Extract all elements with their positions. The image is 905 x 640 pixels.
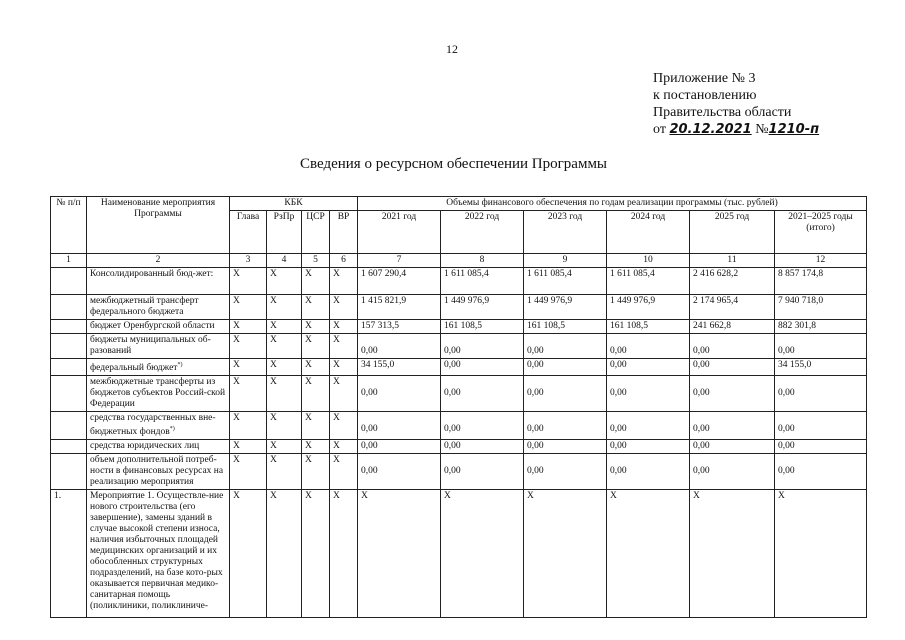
kbk-cell: Х — [302, 320, 330, 334]
value-cell — [524, 334, 607, 359]
value-cell — [775, 334, 867, 359]
kbk-cell: Х — [267, 295, 302, 320]
value-cell — [358, 268, 441, 295]
value-cell — [607, 359, 690, 376]
value-cell — [524, 320, 607, 334]
row-name — [87, 376, 230, 412]
row-name-text: межбюджетный трансферт федерального бюджета — [90, 296, 199, 317]
value-cell — [775, 454, 867, 490]
value-text: 0,00 — [610, 466, 627, 477]
row-name-text: межбюджетные трансферты из бюджетов субъектов Россий-ской Федерации — [90, 377, 226, 410]
kbk-cell: Х — [230, 376, 267, 412]
row-name — [87, 490, 230, 618]
kbk-cell: Х — [267, 412, 302, 440]
number-sign: № — [751, 122, 769, 137]
row-name — [87, 268, 230, 295]
value-cell — [607, 440, 690, 454]
row-name-text: средства государственных вне-бюджетных фондов — [90, 413, 216, 438]
value-cell — [358, 359, 441, 376]
value-text: Х — [527, 491, 534, 502]
value-text: 161 108,5 — [527, 321, 565, 331]
value-cell — [607, 334, 690, 359]
header-year: 2021 год — [358, 211, 441, 254]
kbk-cell: Х — [267, 320, 302, 334]
row-name-text: Консолидированный бюд-жет: — [90, 269, 214, 279]
column-number: 6 — [330, 254, 358, 268]
value-cell — [358, 412, 441, 440]
value-text: 0,00 — [778, 388, 795, 399]
value-text: 1 449 976,9 — [527, 296, 573, 306]
appendix-line-3: Правительства области — [653, 105, 792, 120]
row-number — [51, 440, 87, 454]
table-row — [51, 359, 867, 376]
value-cell — [524, 359, 607, 376]
table-row — [51, 376, 867, 412]
value-text: 0,00 — [361, 346, 378, 356]
kbk-cell: Х — [330, 320, 358, 334]
row-name-text: федеральный бюджет — [90, 363, 178, 374]
value-text: 0,00 — [361, 466, 378, 477]
value-text: 1 415 821,9 — [361, 296, 407, 306]
value-text: 0,00 — [610, 360, 627, 370]
value-text: 161 108,5 — [444, 321, 482, 331]
header-year: 2023 год — [524, 211, 607, 254]
value-text: 1 449 976,9 — [444, 296, 490, 306]
value-cell — [690, 376, 775, 412]
value-cell — [690, 490, 775, 618]
value-text: 0,00 — [444, 346, 461, 356]
value-cell — [358, 490, 441, 618]
value-text: 2 416 628,2 — [693, 269, 739, 279]
value-text: 0,00 — [444, 360, 461, 370]
column-number: 3 — [230, 254, 267, 268]
value-text: 0,00 — [693, 346, 710, 356]
value-cell — [775, 412, 867, 440]
kbk-cell: Х — [330, 334, 358, 359]
column-number: 5 — [302, 254, 330, 268]
value-cell — [441, 376, 524, 412]
value-text: 0,00 — [444, 466, 461, 477]
header-volumes: Объемы финансового обеспечения по годам реализации программы (тыс. рублей) — [358, 197, 867, 211]
kbk-cell: Х — [267, 268, 302, 295]
value-text: 241 662,8 — [693, 321, 731, 331]
kbk-cell: Х — [230, 454, 267, 490]
value-cell — [441, 412, 524, 440]
value-text: 0,00 — [610, 346, 627, 356]
row-name-text: средства юридических лиц — [90, 441, 200, 452]
kbk-cell: Х — [267, 490, 302, 618]
value-text: 0,00 — [778, 466, 795, 477]
value-cell — [690, 440, 775, 454]
value-cell — [775, 295, 867, 320]
value-text: 0,00 — [444, 424, 461, 435]
value-cell — [775, 359, 867, 376]
value-text: 0,00 — [527, 388, 544, 399]
table-row — [51, 334, 867, 359]
table-row — [51, 412, 867, 440]
value-cell — [524, 376, 607, 412]
header-row-1 — [51, 197, 867, 211]
value-cell — [524, 268, 607, 295]
kbk-cell: Х — [267, 376, 302, 412]
value-cell — [524, 440, 607, 454]
value-text: 157 313,5 — [361, 321, 399, 331]
value-cell — [358, 454, 441, 490]
value-text: Х — [361, 491, 368, 502]
value-cell — [690, 268, 775, 295]
document-title: Сведения о ресурсном обеспечении Программы — [300, 156, 608, 172]
value-text: 0,00 — [693, 388, 710, 399]
column-number: 7 — [358, 254, 441, 268]
kbk-cell: Х — [330, 412, 358, 440]
kbk-cell: Х — [230, 268, 267, 295]
row-number — [51, 268, 87, 295]
value-cell — [690, 295, 775, 320]
value-cell — [607, 376, 690, 412]
value-text: Х — [778, 491, 785, 502]
kbk-cell: Х — [302, 334, 330, 359]
value-cell — [524, 412, 607, 440]
row-name-text: Мероприятие 1. Осуществле-ние нового строительства (его завершение), замены зданий в случае высокой степени износа, наличия избыточных площадей медицинских организаций и их обособленных структурных подразделений, на базе кото-рых оказывается первичная медико-санитарная помощь (поликлиники, поликлиниче- — [90, 491, 224, 612]
kbk-cell: Х — [330, 268, 358, 295]
column-number: 2 — [87, 254, 230, 268]
kbk-cell: Х — [330, 295, 358, 320]
value-text: 0,00 — [527, 441, 544, 452]
value-text: 0,00 — [527, 424, 544, 435]
value-cell — [775, 320, 867, 334]
value-text: 0,00 — [778, 441, 795, 452]
kbk-cell: Х — [267, 359, 302, 376]
header-rzpr: РзПр — [267, 211, 302, 254]
kbk-cell: Х — [302, 359, 330, 376]
appendix-date-line — [653, 121, 819, 138]
kbk-cell: Х — [230, 440, 267, 454]
row-name-text: бюджет Оренбургской области — [90, 321, 215, 331]
row-name — [87, 359, 230, 376]
appendix-line-1: Приложение № 3 — [653, 71, 756, 86]
table-row — [51, 490, 867, 618]
column-number: 9 — [524, 254, 607, 268]
value-text: 1 449 976,9 — [610, 296, 656, 306]
table-row — [51, 268, 867, 295]
row-number — [51, 320, 87, 334]
row-name — [87, 320, 230, 334]
kbk-cell: Х — [302, 295, 330, 320]
header-year: 2025 год — [690, 211, 775, 254]
row-number: 1. — [51, 490, 87, 618]
value-text: 0,00 — [444, 441, 461, 452]
date-prefix: от — [653, 122, 670, 137]
value-cell — [441, 454, 524, 490]
value-text: Х — [693, 491, 700, 502]
value-cell — [690, 320, 775, 334]
kbk-cell: Х — [302, 268, 330, 295]
kbk-cell: Х — [267, 440, 302, 454]
value-text: Х — [444, 491, 451, 502]
value-text: 2 174 965,4 — [693, 296, 739, 306]
value-cell — [775, 440, 867, 454]
value-cell — [358, 376, 441, 412]
kbk-cell: Х — [330, 376, 358, 412]
kbk-cell: Х — [330, 359, 358, 376]
value-text: 7 940 718,0 — [778, 296, 824, 306]
value-cell — [690, 412, 775, 440]
value-text: 0,00 — [361, 424, 378, 435]
value-cell — [441, 295, 524, 320]
value-cell — [358, 334, 441, 359]
row-number — [51, 295, 87, 320]
value-text: 1 611 085,4 — [610, 269, 655, 279]
row-name — [87, 334, 230, 359]
kbk-cell: Х — [267, 454, 302, 490]
value-cell — [775, 376, 867, 412]
row-name — [87, 295, 230, 320]
kbk-cell: Х — [267, 334, 302, 359]
column-number: 4 — [267, 254, 302, 268]
table-row — [51, 320, 867, 334]
value-text: 0,00 — [693, 441, 710, 452]
resource-table — [50, 196, 867, 618]
value-text: 161 108,5 — [610, 321, 648, 331]
value-text: 0,00 — [444, 388, 461, 399]
column-number: 10 — [607, 254, 690, 268]
value-text: 34 155,0 — [361, 360, 395, 370]
value-cell — [690, 454, 775, 490]
column-number: 8 — [441, 254, 524, 268]
value-text: 0,00 — [361, 388, 378, 399]
handwritten-date: 20.12.2021 — [669, 122, 752, 137]
value-text: 0,00 — [527, 360, 544, 370]
value-text: 0,00 — [527, 466, 544, 477]
header-name: Наименование мероприятия Программы — [87, 197, 230, 254]
footnote-mark: *) — [169, 426, 175, 433]
value-cell — [358, 320, 441, 334]
value-text: 0,00 — [693, 424, 710, 435]
kbk-cell: Х — [330, 490, 358, 618]
row-name-text: бюджеты муниципальных об-разований — [90, 335, 211, 356]
kbk-cell: Х — [302, 412, 330, 440]
column-number: 1 — [51, 254, 87, 268]
value-cell — [441, 334, 524, 359]
kbk-cell: Х — [230, 334, 267, 359]
appendix-line-2: к постановлению — [653, 88, 757, 103]
column-number: 12 — [775, 254, 867, 268]
value-cell — [607, 454, 690, 490]
header-year-total: 2021–2025 годы (итого) — [775, 211, 867, 254]
value-text: 0,00 — [527, 346, 544, 356]
value-cell — [607, 268, 690, 295]
value-text: 0,00 — [610, 388, 627, 399]
page-number: 12 — [446, 42, 458, 56]
header-kbk: КБК — [230, 197, 358, 211]
value-cell — [358, 440, 441, 454]
header-vr: ВР — [330, 211, 358, 254]
value-cell — [524, 490, 607, 618]
value-text: 1 611 085,4 — [444, 269, 489, 279]
value-text: 0,00 — [778, 424, 795, 435]
kbk-cell: Х — [302, 490, 330, 618]
kbk-cell: Х — [230, 295, 267, 320]
row-number — [51, 412, 87, 440]
value-text: 0,00 — [778, 346, 795, 356]
value-text: 0,00 — [693, 360, 710, 370]
handwritten-number: 1210-п — [768, 122, 820, 137]
kbk-cell: Х — [330, 440, 358, 454]
value-cell — [441, 440, 524, 454]
row-name — [87, 454, 230, 490]
value-cell — [524, 454, 607, 490]
value-text: 8 857 174,8 — [778, 269, 824, 279]
header-num: № п/п — [51, 197, 87, 254]
value-text: 0,00 — [693, 466, 710, 477]
kbk-cell: Х — [302, 440, 330, 454]
value-text: 1 611 085,4 — [527, 269, 572, 279]
value-text: 0,00 — [610, 424, 627, 435]
value-cell — [775, 490, 867, 618]
appendix-block — [653, 70, 819, 138]
kbk-cell: Х — [230, 412, 267, 440]
value-cell — [441, 359, 524, 376]
value-cell — [358, 295, 441, 320]
value-cell — [607, 295, 690, 320]
value-cell — [441, 320, 524, 334]
value-cell — [690, 334, 775, 359]
column-number-row — [51, 254, 867, 268]
value-text: 34 155,0 — [778, 360, 812, 370]
value-cell — [607, 320, 690, 334]
row-number — [51, 359, 87, 376]
header-year: 2024 год — [607, 211, 690, 254]
value-cell — [690, 359, 775, 376]
header-csr: ЦСР — [302, 211, 330, 254]
table-row — [51, 295, 867, 320]
row-number — [51, 376, 87, 412]
value-cell — [607, 412, 690, 440]
value-text: Х — [610, 491, 617, 502]
value-text: 1 607 290,4 — [361, 269, 407, 279]
table-body — [51, 268, 867, 618]
kbk-cell: Х — [330, 454, 358, 490]
value-cell — [607, 490, 690, 618]
footnote-mark: *) — [177, 362, 183, 368]
value-cell — [441, 268, 524, 295]
value-text: 0,00 — [361, 441, 378, 452]
kbk-cell: Х — [302, 454, 330, 490]
row-name-text: объем дополнительной потреб-ности в финансовых ресурсах на реализацию мероприятия — [90, 455, 224, 488]
row-name — [87, 412, 230, 440]
value-text: 0,00 — [610, 441, 627, 452]
column-number: 11 — [690, 254, 775, 268]
kbk-cell: Х — [230, 490, 267, 618]
kbk-cell: Х — [302, 376, 330, 412]
value-text: 882 301,8 — [778, 321, 816, 331]
table-row — [51, 454, 867, 490]
value-cell — [441, 490, 524, 618]
table-row — [51, 440, 867, 454]
row-name — [87, 440, 230, 454]
value-cell — [524, 295, 607, 320]
kbk-cell: Х — [230, 320, 267, 334]
header-year: 2022 год — [441, 211, 524, 254]
value-cell — [775, 268, 867, 295]
row-number — [51, 454, 87, 490]
header-glava: Глава — [230, 211, 267, 254]
row-number — [51, 334, 87, 359]
kbk-cell: Х — [230, 359, 267, 376]
